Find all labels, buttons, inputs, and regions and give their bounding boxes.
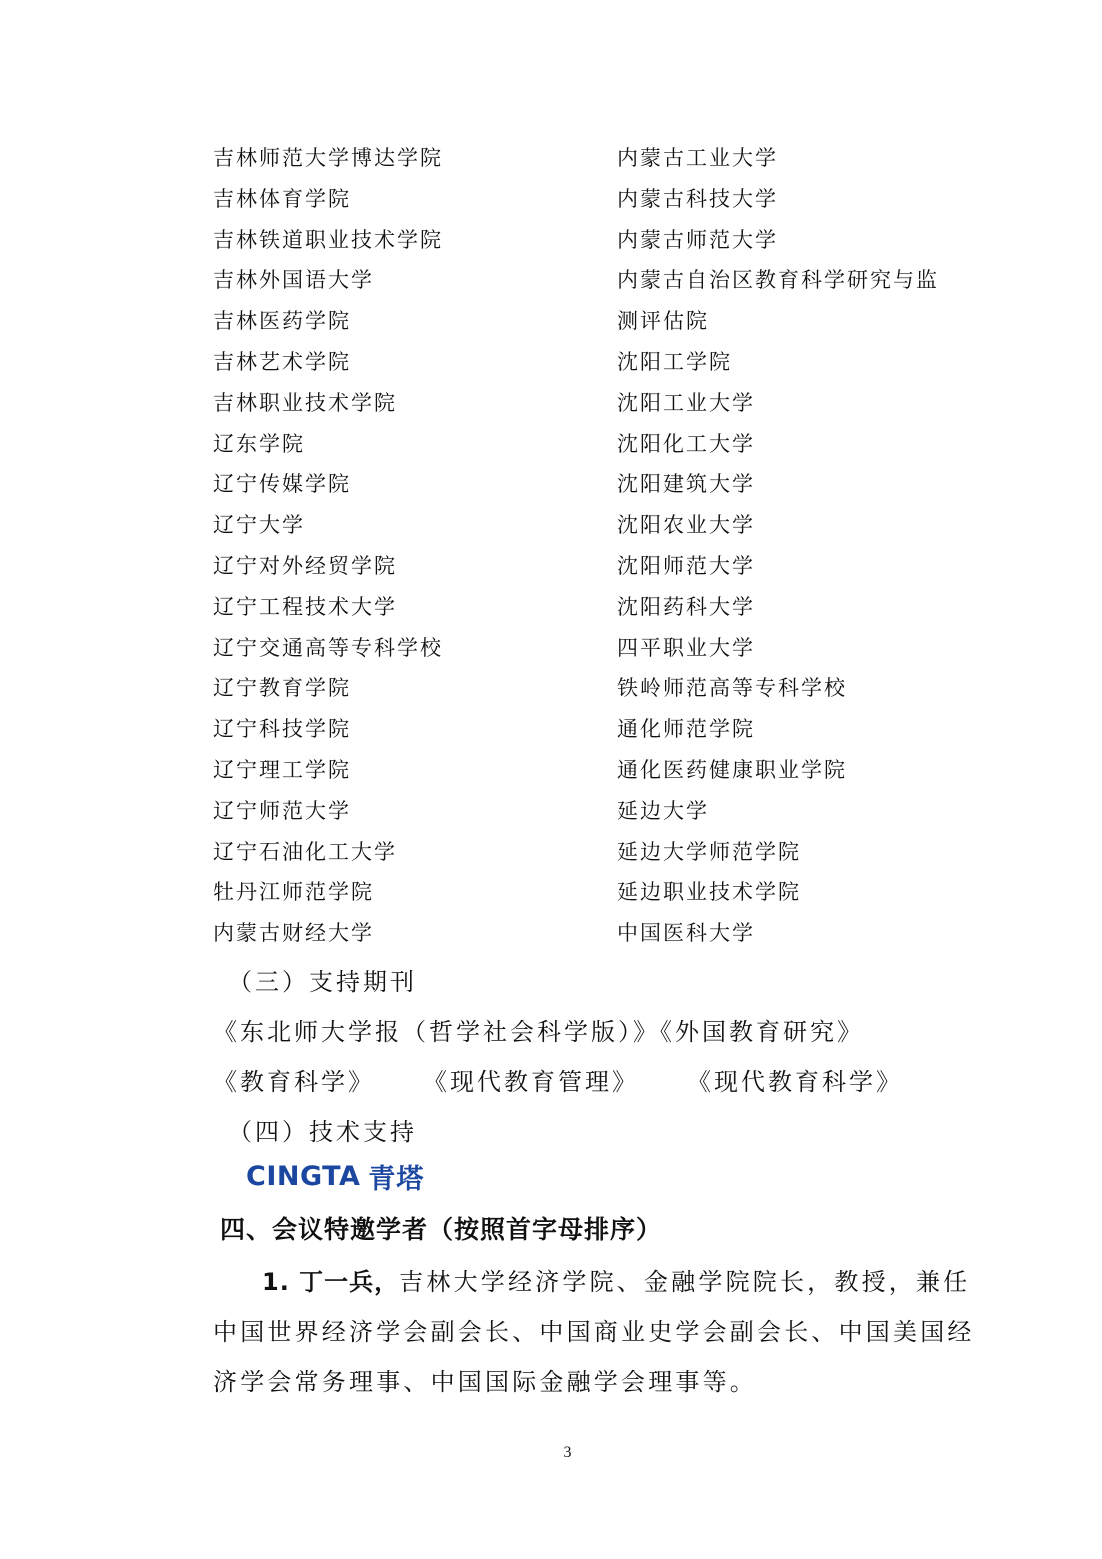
institution-name: 吉林职业技术学院: [213, 390, 397, 415]
institution-name: 辽宁传媒学院: [213, 472, 351, 497]
institution-name: 四平职业大学: [617, 635, 755, 660]
institution-name: 内蒙古工业大学: [617, 146, 778, 170]
institution-name: 内蒙古财经大学: [213, 921, 374, 946]
institution-name: 沈阳工学院: [617, 349, 732, 374]
institution-name: 牡丹江师范学院: [213, 880, 374, 905]
institution-name: 延边大学: [617, 798, 709, 823]
institution-name: 内蒙古科技大学: [617, 186, 778, 211]
institution-name: 沈阳工业大学: [617, 390, 755, 415]
institution-name: 辽宁对外经贸学院: [213, 553, 397, 578]
institution-name: 通化师范学院: [617, 717, 755, 742]
institution-name: 内蒙古自治区教育科学研究与监: [617, 268, 939, 293]
logo-latin-text: CINGTA: [246, 1160, 361, 1192]
institution-name: 吉林师范大学博达学院: [213, 146, 443, 170]
journal-title: 《教育科学》: [213, 1068, 375, 1096]
institution-name: 辽东学院: [213, 431, 305, 456]
journals-heading: （三）支持期刊: [228, 968, 417, 996]
logo-chinese-text: 青塔: [368, 1163, 425, 1195]
institution-name: 辽宁科技学院: [213, 717, 351, 742]
institution-name: 通化医药健康职业学院: [617, 757, 847, 782]
institution-name: 沈阳药科大学: [617, 594, 755, 619]
scholar-entry-line-3: 济学会常务理事、中国国际金融学会理事等。: [213, 1368, 757, 1396]
tech-support-heading: （四）技术支持: [228, 1118, 417, 1146]
institution-name: 沈阳化工大学: [617, 431, 755, 456]
institution-name: 吉林艺术学院: [213, 349, 351, 374]
scholar-entry-line-2: 中国世界经济学会副会长、中国商业史学会副会长、中国美国经: [213, 1318, 975, 1346]
institution-name: 测评估院: [617, 309, 709, 334]
page-number: 3: [563, 1444, 572, 1461]
scholar-description: 吉林大学经济学院、金融学院院长，教授，兼任: [399, 1268, 971, 1296]
institution-name: 辽宁大学: [213, 513, 305, 538]
institution-name: 延边职业技术学院: [617, 880, 801, 905]
institution-name: 辽宁石油化工大学: [213, 839, 397, 864]
cingta-logo: [246, 1156, 424, 1196]
institution-name: 延边大学师范学院: [617, 839, 801, 864]
scholar-entry-line-1: [262, 1262, 992, 1297]
institution-name: 沈阳农业大学: [617, 513, 755, 538]
institution-list-left: [213, 138, 603, 954]
scholars-heading: 四、会议特邀学者（按照首字母排序）: [220, 1215, 663, 1244]
institution-name: 吉林外国语大学: [213, 268, 374, 293]
institution-name: 辽宁师范大学: [213, 798, 351, 823]
institution-name: 辽宁交通高等专科学校: [213, 635, 443, 660]
institution-name: 吉林医药学院: [213, 309, 351, 334]
journals-line-2: [213, 1062, 903, 1096]
institution-name: 辽宁理工学院: [213, 757, 351, 782]
institution-name: 内蒙古师范大学: [617, 227, 778, 252]
journal-title: 《现代教育科学》: [687, 1068, 903, 1096]
institution-name: 沈阳建筑大学: [617, 472, 755, 497]
institution-name: 沈阳师范大学: [617, 553, 755, 578]
journals-line-1: 《东北师大学报（哲学社会科学版）》《外国教育研究》: [213, 1018, 864, 1046]
institution-name: 吉林体育学院: [213, 186, 351, 211]
institution-name: 辽宁工程技术大学: [213, 594, 397, 619]
scholar-name: 1. 丁一兵，: [262, 1268, 400, 1296]
institution-name: 辽宁教育学院: [213, 676, 351, 701]
institution-name: 中国医科大学: [617, 921, 755, 946]
institution-name: 铁岭师范高等专科学校: [617, 676, 847, 701]
journal-title: 《现代教育管理》: [423, 1068, 639, 1096]
institution-list-right: [617, 138, 947, 954]
institution-name: 吉林铁道职业技术学院: [213, 227, 443, 252]
